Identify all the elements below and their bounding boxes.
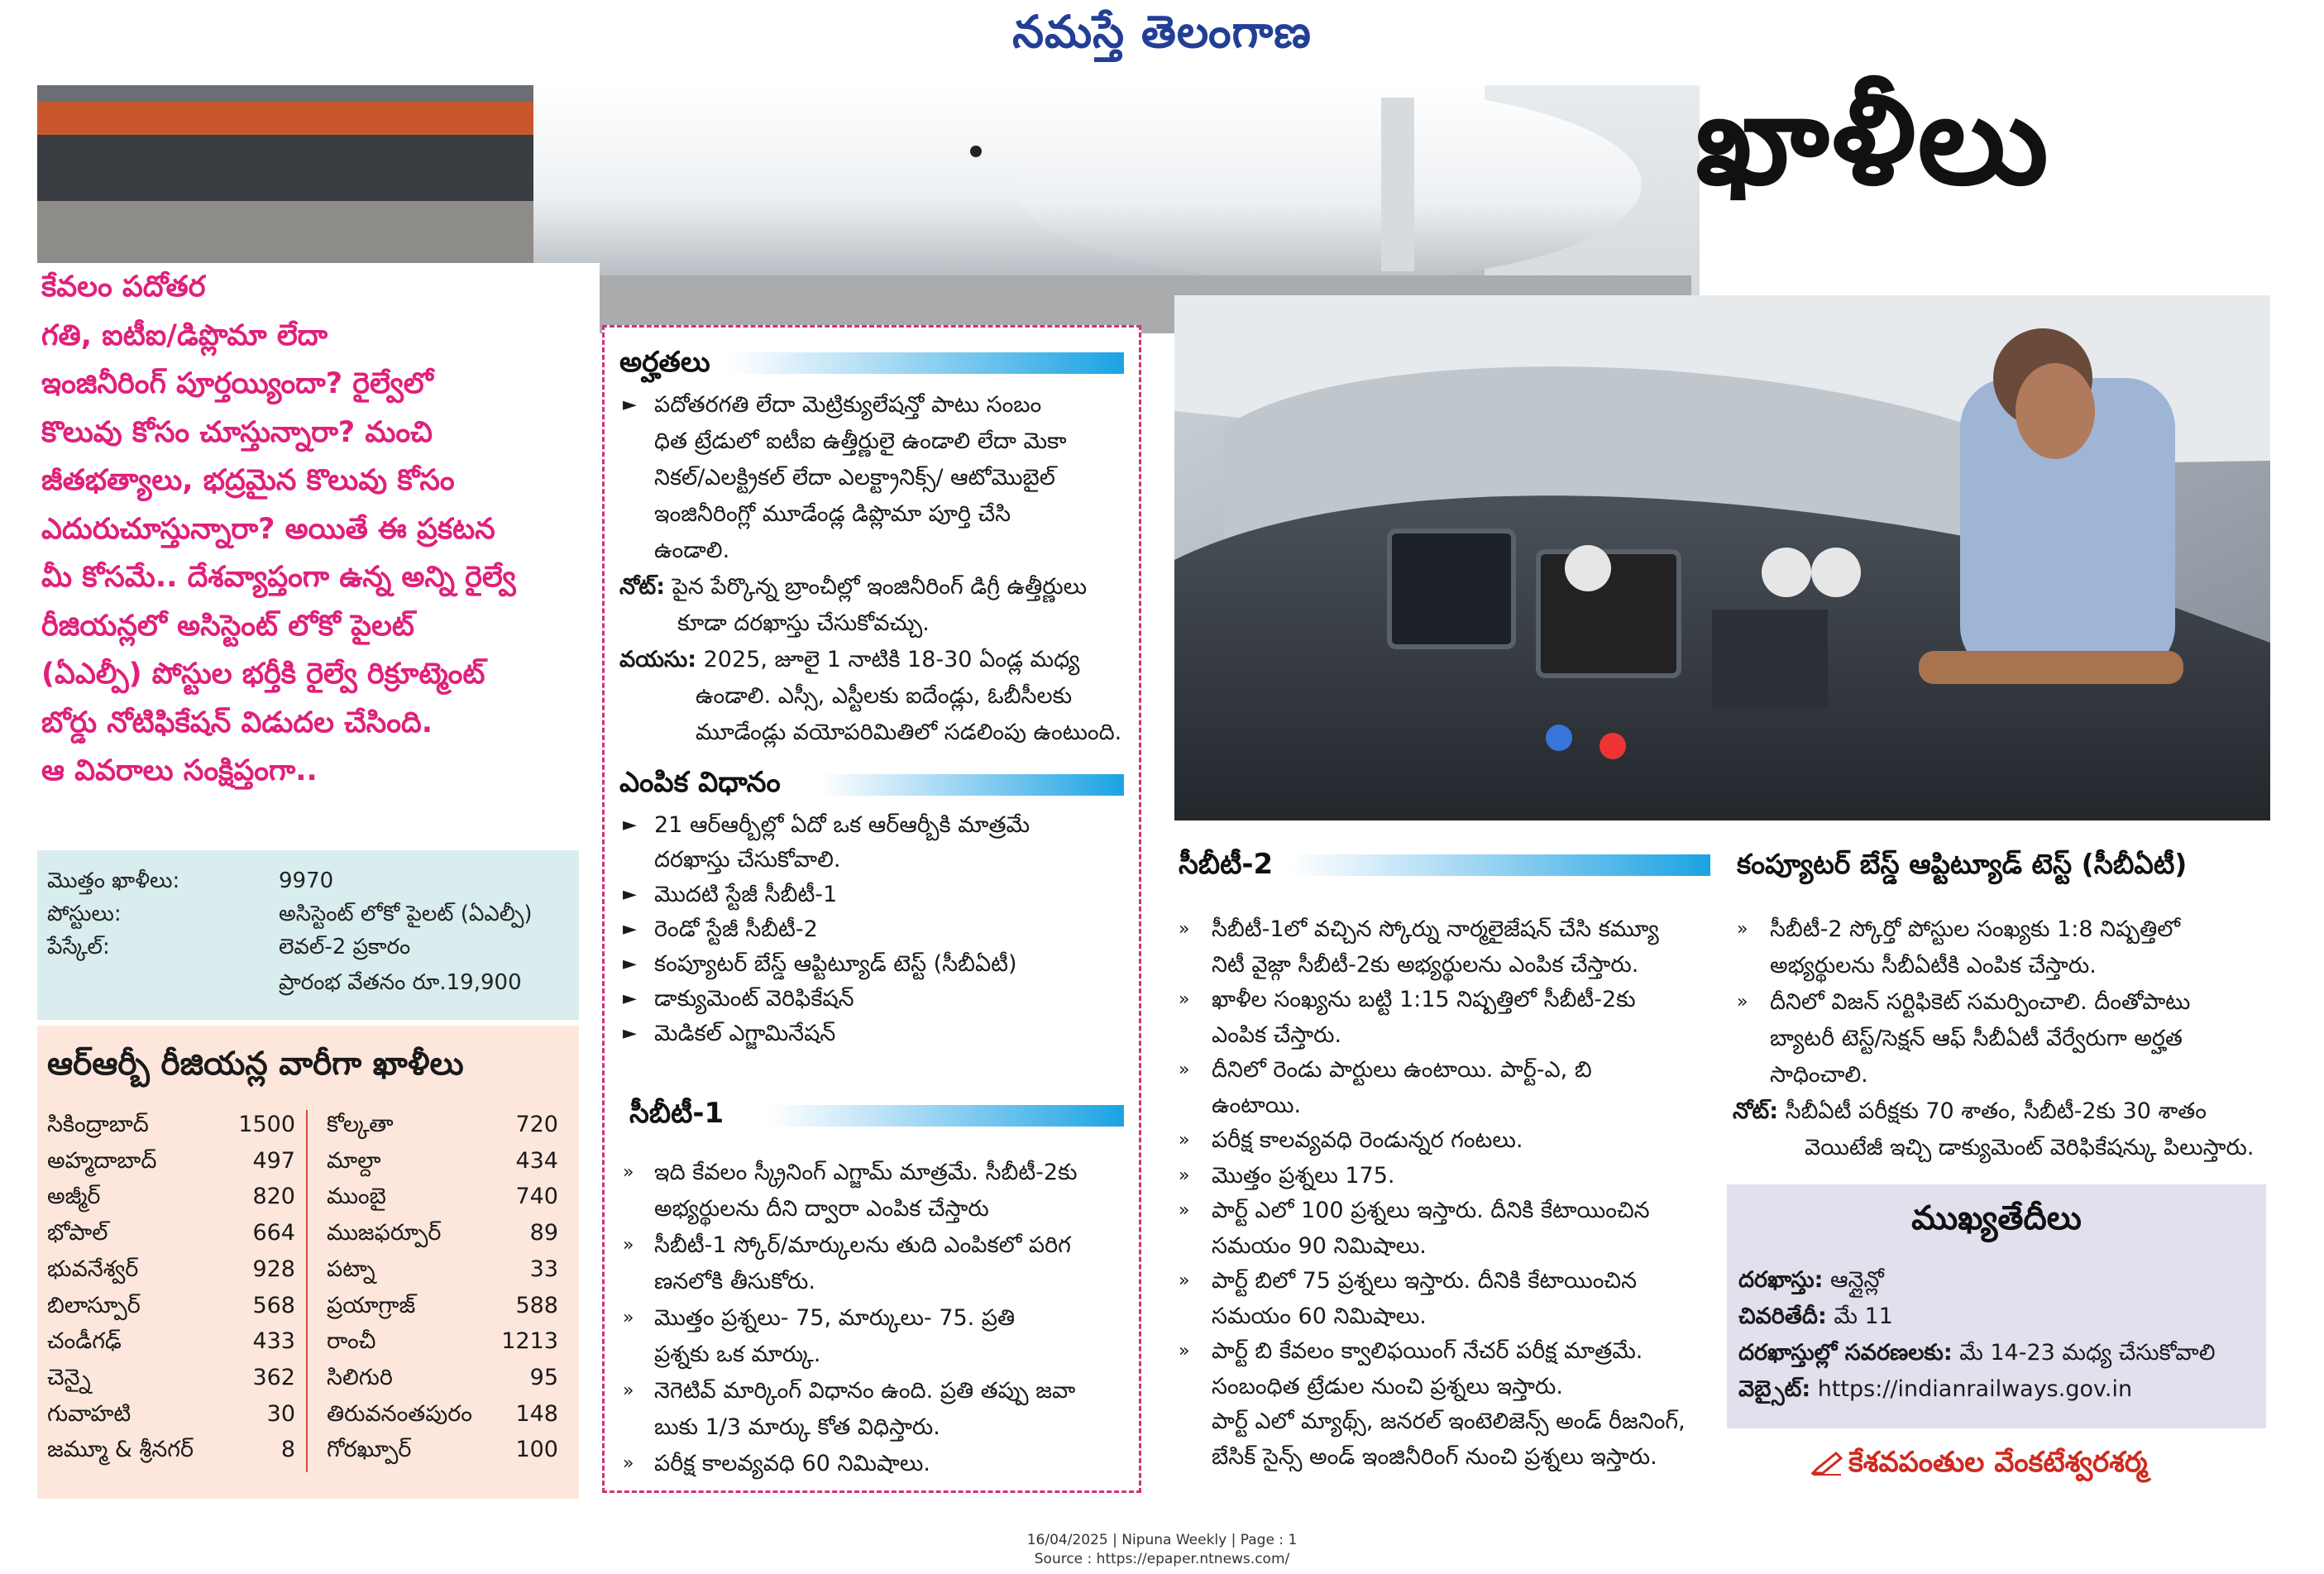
text-line: ధిత ట్రేడులో ఐటీఐ ఉత్తీర్ణులై ఉండాలి లేదా మెకా — [654, 428, 1067, 454]
cbt2-line: పార్ట్ ఎలో 100 ప్రశ్నలు ఇస్తారు. దీనికి కేటాయించిన — [1212, 1198, 1650, 1223]
apply-row — [1738, 1262, 1884, 1299]
region-row — [47, 1437, 295, 1470]
double-arrow-icon: » — [1179, 1270, 1190, 1291]
pay-value-start: ప్రారంభ వేతనం రూ.19,900 — [279, 970, 522, 995]
dates-heading: ముఖ్యతేదీలు — [1911, 1199, 2082, 1237]
cbat-line: దీనిలో విజన్ సర్టిఫికెట్ సమర్పించాలి. దీంతోపాటు — [1770, 989, 2191, 1015]
cbt2-line: ఎంపిక చేస్తారు. — [1212, 1021, 1342, 1048]
region-count: 433 — [252, 1328, 295, 1355]
region-name: మాల్దా — [327, 1147, 381, 1174]
double-arrow-icon: » — [1737, 992, 1748, 1012]
region-count: 664 — [252, 1220, 295, 1246]
cbt2-line: పార్ట్ బి కేవలం క్వాలిఫయింగ్ నేచర్ పరీక్ష మాత్రమే. — [1212, 1338, 1643, 1364]
region-count: 30 — [266, 1400, 295, 1427]
column-divider — [306, 1110, 308, 1472]
region-row — [327, 1401, 575, 1434]
bullet-icon: ► — [623, 395, 637, 415]
region-count: 33 — [529, 1256, 558, 1282]
region-row — [327, 1437, 575, 1470]
website-row — [1738, 1371, 2132, 1408]
edit-label: దరఖాస్తుల్లో సవరణలకు: — [1738, 1340, 1953, 1366]
selection-item: రెండో స్టేజీ సీబీటీ-2 — [654, 916, 818, 942]
cbt1-line: ప్రశ్నకు ఒక మార్కు. — [654, 1342, 821, 1367]
cbt2-line: ఖాళీల సంఖ్యను బట్టి 1:15 నిష్పత్తిలో సీబీటీ-2కు — [1212, 987, 1636, 1012]
intro-line: రీజియన్లలో అసిస్టెంట్ లోకో పైలట్ — [41, 609, 414, 643]
edit-value: మే 14-23 మధ్య చేసుకోవాలి — [1959, 1340, 2216, 1366]
cbt2-line: సమయం 90 నిమిషాలు. — [1212, 1232, 1427, 1259]
region-row — [47, 1148, 295, 1181]
double-arrow-icon: » — [623, 1453, 634, 1474]
apply-value: ఆన్లైన్లో — [1830, 1267, 1884, 1293]
cbt1-line: ఇది కేవలం స్క్రీనింగ్ ఎగ్జామ్ మాత్రమే. సీబీటీ-2కు — [654, 1160, 1078, 1185]
region-count: 720 — [515, 1112, 558, 1137]
note-text: సీబీఏటీ పరీక్షకు 70 శాతం, సీబీటీ-2కు 30 శాతం — [1785, 1098, 2207, 1124]
cbt2-line: పార్ట్ ఎలో మ్యాథ్స్, జనరల్ ఇంటెలిజెన్స్ అండ్ రీజనింగ్, — [1212, 1409, 1686, 1434]
region-name: ముజఫర్పూర్ — [327, 1220, 442, 1246]
cbat-heading: కంప్యూటర్ బేస్డ్ ఆప్టిట్యూడ్ టెస్ట్ (సీబీఏటీ) — [1737, 848, 2188, 880]
headline: ఖాళీలు — [1695, 69, 2050, 213]
bullet-icon: ► — [623, 1023, 637, 1044]
region-name: చెన్నై — [47, 1364, 91, 1390]
region-name: గువాహటి — [47, 1400, 132, 1427]
region-vacancies-box — [37, 1026, 579, 1499]
region-row — [47, 1365, 295, 1398]
intro-line: కేవలం పదోతర — [41, 270, 206, 304]
note-label: నోట్: — [1733, 1098, 1779, 1124]
region-name: చండీగఢ్ — [47, 1328, 122, 1355]
last-date-label: చివరితేదీ: — [1738, 1304, 1827, 1329]
region-row — [327, 1148, 575, 1181]
intro-line: ఆ వివరాలు సంక్షిప్తంగా.. — [41, 754, 318, 787]
region-row — [47, 1220, 295, 1253]
region-name: భువనేశ్వర్ — [47, 1256, 139, 1282]
double-arrow-icon: » — [623, 1380, 634, 1401]
cbt2-line: నిటీ వైజ్గా సీబీటీ-2కు అభ్యర్థులను ఎంపిక చేస్తారు. — [1212, 951, 1639, 978]
cbt1-line: ణనలోకి తీసుకోరు. — [654, 1269, 815, 1294]
cbt2-line: బేసిక్ సైన్స్ అండ్ ఇంజినీరింగ్ నుంచి ప్రశ్నలు ఇస్తారు. — [1212, 1443, 1657, 1470]
region-count: 89 — [529, 1220, 558, 1246]
region-name: జమ్మూ & శ్రీనగర్ — [47, 1437, 194, 1463]
cbt2-line: సమయం 60 నిమిషాలు. — [1212, 1303, 1427, 1329]
website-label: వెబ్సైట్: — [1738, 1376, 1811, 1402]
cbt1-line: పరీక్ష కాలవ్యవధి 60 నిమిషాలు. — [654, 1451, 930, 1476]
intro-line: గతి, ఐటీఐ/డిప్లొమా లేదా — [41, 318, 328, 352]
double-arrow-icon: » — [623, 1308, 634, 1328]
region-count: 588 — [515, 1292, 558, 1318]
text-line: పదోతరగతి లేదా మెట్రిక్యులేషన్తో పాటు సంబం — [654, 392, 1042, 418]
region-row — [327, 1328, 575, 1361]
selection-heading: ఎంపిక విధానం — [619, 766, 781, 799]
eligibility-note-2: కూడా దరఖాస్తు చేసుకోవచ్చు. — [677, 610, 930, 636]
region-row — [327, 1293, 575, 1326]
region-count: 434 — [515, 1147, 558, 1174]
region-count: 740 — [515, 1184, 558, 1210]
region-count: 1500 — [238, 1112, 295, 1137]
cbt1-line: మొత్తం ప్రశ్నలు- 75, మార్కులు- 75. ప్రతి — [654, 1305, 1016, 1331]
last-date-value: మే 11 — [1834, 1304, 1893, 1329]
summary-box — [37, 850, 579, 1020]
cbt1-heading: సీబీటీ-1 — [629, 1097, 724, 1130]
loco-pilot-photo — [1174, 295, 2270, 820]
posts-label: పోస్టులు: — [47, 902, 122, 926]
intro-line: బోర్డు నోటిఫికేషన్ విడుదల చేసింది. — [41, 706, 433, 739]
last-date-row — [1738, 1299, 1893, 1335]
bullet-icon: ► — [623, 919, 637, 940]
cbt2-line: సీబీటీ-1లో వచ్చిన స్కోర్ను నార్మలైజేషన్ చేసి కమ్యూ — [1212, 916, 1659, 942]
bullet-icon: ► — [623, 988, 637, 1009]
region-row — [327, 1365, 575, 1398]
text-line: నికల్/ఎలక్ట్రికల్ లేదా ఎలక్ట్రానిక్స్/ ఆటోమొబైల్ — [654, 465, 1055, 490]
eligibility-heading: అర్హతలు — [619, 346, 710, 379]
intro-line: (ఏఎల్పీ) పోస్టుల భర్తీకి రైల్వే రిక్రూట్మెంట్ — [41, 658, 485, 691]
selection-item: డాక్యుమెంట్ వెరిఫికేషన్ — [654, 986, 854, 1012]
region-name: పట్నా — [327, 1256, 375, 1282]
intro-line: ఇంజినీరింగ్ పూర్తయ్యిందా? రైల్వేలో — [41, 367, 433, 400]
age-text: 2025, జూలై 1 నాటికి 18-30 ఏండ్ల మధ్య — [703, 647, 1080, 672]
region-row — [47, 1112, 295, 1145]
region-count: 148 — [515, 1400, 558, 1427]
cbt2-line: పార్ట్ బిలో 75 ప్రశ్నలు ఇస్తారు. దీనికి కేటాయించిన — [1212, 1268, 1638, 1294]
region-name: ముంబై — [327, 1184, 386, 1210]
cbt2-line: సంబంధిత ట్రేడుల నుంచి ప్రశ్నలు ఇస్తారు. — [1212, 1373, 1563, 1399]
region-count: 928 — [252, 1256, 295, 1282]
intro-line: జీతభత్యాలు, భద్రమైన కొలువు కోసం — [41, 464, 455, 497]
double-arrow-icon: » — [1179, 1165, 1190, 1186]
eligibility-note — [619, 569, 1087, 605]
region-name: ప్రయాగ్రాజ్ — [327, 1292, 416, 1318]
selection-item: 21 ఆర్ఆర్బీల్లో ఏదో ఒక ఆర్ఆర్బీకి మాత్రమే — [654, 812, 1030, 838]
apply-label: దరఖాస్తు: — [1738, 1267, 1824, 1293]
cbt1-line: నెగెటివ్ మార్కింగ్ విధానం ఉంది. ప్రతి తప్పు జవా — [654, 1378, 1076, 1404]
region-row — [327, 1220, 575, 1253]
double-arrow-icon: » — [1179, 989, 1190, 1010]
website-link[interactable]: https://indianrailways.gov.in — [1817, 1376, 2133, 1402]
cbt1-line: సీబీటీ-1 స్కోర్/మార్కులను తుది ఎంపికలో పరిగ — [654, 1232, 1071, 1258]
region-name: బిలాస్పూర్ — [47, 1292, 141, 1318]
pay-value: లెవల్-2 ప్రకారం — [279, 935, 411, 959]
eligibility-text — [654, 387, 1134, 569]
double-arrow-icon: » — [1179, 1200, 1190, 1221]
cbt2-heading: సీబీటీ-2 — [1179, 848, 1274, 881]
region-row — [47, 1293, 295, 1326]
cbat-note — [1733, 1093, 2207, 1130]
author-credit: కేశవపంతుల వేంకటేశ్వరశర్మ — [1848, 1446, 2148, 1479]
region-name: అజ్మీర్ — [47, 1184, 101, 1210]
footer-line: 16/04/2025 | Nipuna Weekly | Page : 1 — [1026, 1532, 1298, 1548]
cbat-note-2: వెయిటేజీ ఇచ్చి డాక్యుమెంట్ వెరిఫికేషన్కు పిలుస్తారు. — [1805, 1135, 2255, 1160]
age-label: వయసు: — [619, 647, 697, 672]
region-name: కోల్కతా — [327, 1112, 394, 1137]
cbt2-line: ఉంటాయి. — [1212, 1092, 1302, 1118]
text-line: ఉండాలి. — [654, 538, 730, 563]
intro-line: కొలువు కోసం చూస్తున్నారా? మంచి — [41, 415, 433, 449]
age-line-3: మూడేండ్లు వయోపరిమితిలో సడలింపు ఉంటుంది. — [696, 720, 1122, 745]
selection-item: కంప్యూటర్ బేస్డ్ ఆప్టిట్యూడ్ టెస్ట్ (సీబీఏటీ) — [654, 951, 1017, 977]
heading-bar — [770, 1105, 1124, 1127]
region-name: సిలిగురి — [327, 1364, 393, 1390]
pay-label: పేస్కేల్: — [47, 935, 110, 959]
double-arrow-icon: » — [1179, 1341, 1190, 1361]
age-line — [619, 642, 1079, 678]
selection-item: మెడికల్ ఎగ్జామినేషన్ — [654, 1021, 836, 1046]
cbat-line: అభ్యర్థులను సీబీఏటీకి ఎంపిక చేస్తారు. — [1770, 953, 2097, 978]
cbt2-line: పరీక్ష కాలవ్యవధి రెండున్నర గంటలు. — [1212, 1127, 1523, 1153]
region-name: అహ్మదాబాద్ — [47, 1147, 157, 1174]
region-name: రాంచీ — [327, 1328, 376, 1355]
region-name: గోరఖ్పూర్ — [327, 1437, 412, 1463]
double-arrow-icon: » — [1737, 919, 1748, 940]
bullet-icon: ► — [623, 884, 637, 905]
double-arrow-icon: » — [1179, 919, 1190, 940]
region-count: 8 — [280, 1437, 295, 1463]
region-count: 820 — [252, 1184, 295, 1210]
region-vacancies-title: ఆర్ఆర్బీ రీజియన్ల వారీగా ఖాళీలు — [47, 1045, 464, 1083]
text-line: ఇంజినీరింగ్లో మూడేండ్ల డిప్లొమా పూర్తి చేసి — [654, 501, 1011, 527]
region-count: 95 — [529, 1364, 558, 1390]
footer-source: Source : https://epaper.ntnews.com/ — [1034, 1551, 1290, 1567]
heading-bar — [729, 352, 1124, 374]
note-text: పైన పేర్కొన్న బ్రాంచీల్లో ఇంజినీరింగ్ డిగ్రీ ఉత్తీర్ణులు — [672, 574, 1088, 600]
region-row — [47, 1328, 295, 1361]
cbt1-line: బుకు 1/3 మార్కు కోత విధిస్తారు. — [654, 1414, 940, 1440]
region-name: సికింద్రాబాద్ — [47, 1112, 149, 1137]
intro-text — [41, 263, 587, 796]
double-arrow-icon: » — [1179, 1060, 1190, 1080]
region-count: 1213 — [501, 1328, 558, 1355]
important-dates-box — [1727, 1184, 2266, 1428]
region-row — [47, 1401, 295, 1434]
region-row — [327, 1112, 575, 1145]
heading-bar — [1290, 854, 1710, 876]
region-count: 568 — [252, 1292, 295, 1318]
region-count: 100 — [515, 1437, 558, 1463]
heading-bar — [820, 774, 1124, 796]
total-value: 9970 — [279, 868, 334, 893]
region-count: 497 — [252, 1147, 295, 1174]
posts-value: అసిస్టెంట్ లోకో పైలట్ (ఏఎల్పీ) — [279, 902, 533, 926]
double-arrow-icon: » — [623, 1162, 634, 1183]
cbt1-line: అభ్యర్థులను దీని ద్వారా ఎంపిక చేస్తారు — [654, 1196, 989, 1222]
selection-item: మొదటి స్టేజీ సీబీటీ-1 — [654, 882, 838, 907]
edit-row — [1738, 1335, 2216, 1371]
region-name: తిరువనంతపురం — [327, 1400, 472, 1427]
region-row — [327, 1184, 575, 1217]
region-count: 362 — [252, 1364, 295, 1390]
region-name: భోపాల్ — [47, 1220, 108, 1246]
double-arrow-icon: » — [623, 1235, 634, 1256]
region-row — [47, 1184, 295, 1217]
cbt2-line: మొత్తం ప్రశ్నలు 175. — [1212, 1162, 1395, 1189]
total-label: మొత్తం ఖాళీలు: — [47, 868, 180, 893]
cbat-line: బ్యాటరీ టెస్ట్/సెక్షన్ ఆఫ్ సీబీఏటీ వేర్వేరుగా అర్హత — [1770, 1026, 2183, 1051]
intro-line: ఎదురుచూస్తున్నారా? అయితే ఈ ప్రకటన — [41, 512, 495, 546]
region-row — [327, 1256, 575, 1289]
cbt2-line: దీనిలో రెండు పార్టులు ఉంటాయి. పార్ట్-ఎ, బి — [1212, 1057, 1592, 1083]
double-arrow-icon: » — [1179, 1130, 1190, 1151]
region-row — [47, 1256, 295, 1289]
intro-line: మీ కోసమే.. దేశవ్యాప్తంగా ఉన్న అన్ని రైల్వే — [41, 561, 516, 594]
selection-item: దరఖాస్తు చేసుకోవాలి. — [654, 847, 841, 873]
age-line-2: ఉండాలి. ఎస్సీ, ఎస్టీలకు ఐదేండ్లు, ఓబీసీలకు — [696, 683, 1073, 709]
bullet-icon: ► — [623, 815, 637, 835]
note-label: నోట్: — [619, 574, 666, 600]
pen-icon — [1811, 1452, 1843, 1480]
cbat-line: సీబీటీ-2 స్కోర్తో పోస్టుల సంఖ్యకు 1:8 నిష్పత్తిలో — [1770, 916, 2180, 942]
bullet-icon: ► — [623, 954, 637, 974]
masthead: నమస్తే తెలంగాణ — [1012, 5, 1312, 58]
cbat-line: సాధించాలి. — [1770, 1062, 1868, 1088]
eligibility-selection-box — [602, 325, 1141, 1493]
